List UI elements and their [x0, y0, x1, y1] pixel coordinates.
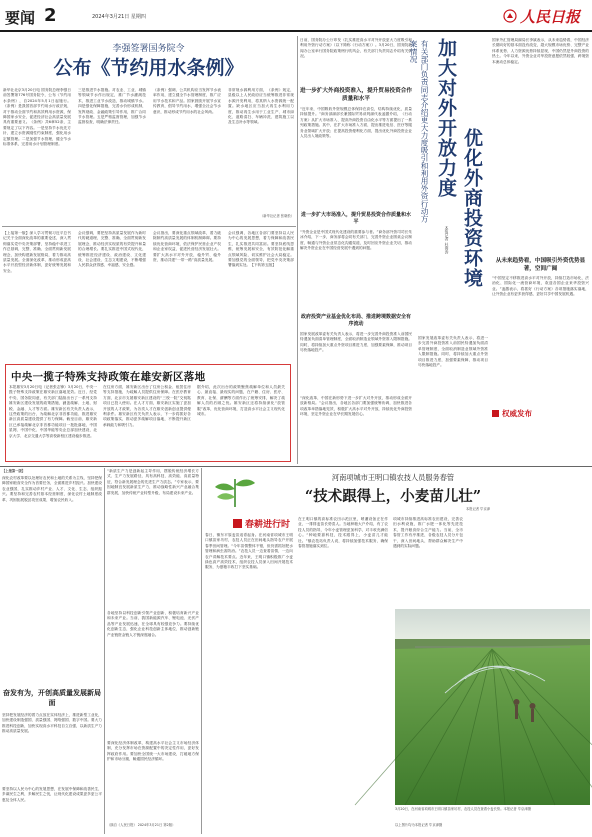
farm-author: 本报记者 毕京津	[465, 507, 491, 511]
bottom-middle-col-2: 各地坚持以科技创新引领产业创新，积极培育新兴产业和未来产业。当前，我国新能源汽车、锂电池、光伏产品等产业发展迅速，在全球具有较强竞争力。要持续优化创新生态，强化企业科技创新主体地位，推动创新链产业链资金链人才链深度融合。	[107, 611, 199, 637]
bottom-left-col-3: 要坚持以人民为中心的发展思想，在发展中保障和改善民生，多谋民生之利，多解民生之忧，让现代化建设成果更多更公平惠及全体人民。	[2, 787, 102, 802]
masthead-date: 2024年3月21日 星期四	[92, 14, 146, 20]
right-body-6: “中国坚定不移推进高水平对外开放，持续打造市场化、法治化、国际化一流营商环境，欢迎各国企业来华投资兴业。”凌激表示，将抓好《行动方案》各项措施落实落地，让外资企业有更多获得感，更好共享中国发展机遇。	[492, 276, 589, 297]
bottom-middle-col-3: 要深化经济体制改革，构建高水平社会主义市场经济体制，充分发挥市场在资源配置中的决定性作用，更好发挥政府作用。要加快全国统一大市场建设，打破地方保护和市场分割，畅通国民经济循环。	[107, 741, 199, 762]
farm-section-mark-icon	[233, 519, 242, 528]
right-sub-1: 进一步扩大市场准入，提升贸易投资合作质量和水平	[300, 212, 411, 225]
lead-col-3: 《条例》强调，公共机构应当发挥节水表率作用，建立健全节水管理制度，推广应用节水技术和产品。国家鼓励开展节水宣传教育，倡导节约用水，增强全社会节水意识，推动形成节约用水的社会风尚。	[153, 88, 221, 114]
middle-col-4: 会议强调，各地区各部门要坚持以人民为中心的发展思想，着力保障和改善民生，扎实推进共同富裕。要坚持底线思维，统筹发展和安全，有效防范化解重点领域风险，切实维护社会大局稳定。要加强党的全面领导，把党中央决策部署落到实处。【下转第五版】	[228, 231, 294, 268]
farm-col-1: 春日，豫东平原麦苗返青起身。在河南省项城市王明口镇苗家坊村，农技人员正在田间地头指导农户开展春季田间管理。“今年苗情整体不错，但仍需抓好肥水管理和病虫害防治。”农技人员一边查看苗情，一边向农户讲解技术要点。近年来，王明口镇积极推广小麦绿色高产高效技术，组织农技人员深入田间开展技术服务，为夏粮丰收打下坚实基础。	[205, 533, 293, 570]
sidebar-mark-label: 权威发布	[502, 409, 532, 418]
highlight-box	[5, 364, 291, 462]
lead-byline: （新华社记者 张晓松）	[259, 214, 294, 218]
highlight-col-2: 在住房方面，雄安新区出台了住房公积金、租赁住房等支持措施，为疏解人员提供住房保障。在医疗教育方面，北京市支援雄安新区建设的“三校一院”交钥匙项目已投入使用。在人才方面，雄安新区实施了更加开放的人才政策，为各类人才在雄安创新创业提供便利条件。雄安新区有关负责人表示，下一步将抓好各项政策落实，推动更多疏解项目落地，不断提升新区承载能力和吸引力。	[103, 385, 191, 427]
masthead-rule	[0, 30, 592, 32]
farm-col-3: 项城市持续推进高标准农田建设，完善农田水利设施，推广水肥一体化等先进技术，提升粮食综合生产能力。当前，全市春管工作有序推进，各级农技人员分片包干，深入田间地头，帮助群众解决生产中遇到的实际问题。	[393, 517, 463, 549]
rule-main-bottom	[0, 466, 592, 467]
reform-title: 进一步扩大外商投资准入，提升贸易投资合作质量和水平	[300, 88, 412, 102]
reform-body: “深化改革，中国在新形势下进一步扩大对外开放，推动形成全面开放新格局。”会议指出，各地区各部门要加强统筹协调，加快推进各项改革举措落地见效，积极扩大高水平对外开放，持续优化外商投资环境，坚定外资企业在华长期发展信心。	[300, 396, 412, 417]
lead-title: 公布《节约用水条例》	[53, 57, 244, 79]
lead-col-2: 三是推进节水措施。对农业、工业、城镇等领域节水作出规定，推广节水灌溉技术，推进工业节水改造，推动城镇节水。四是强化保障措施，完善水价形成机制，发挥财政、金融政策引导作用，推广合同节水管理。五是严格监督管理，加强节水监督检查，明确法律责任。	[78, 88, 146, 125]
lead-col-1: 新华社北京3月20日电 国务院总理李强日前签署第776号国务院令，公布《节约用水条例》，自2024年5月1日起施行。《条例》是我国首部节约用水行政法规，对于推动全面节约和高效利用水资源，保障国家水安全，促进经济社会高质量发展具有重要意义。《条例》共6章52条，主要规定了以下内容。一是坚持节水优先方针，建立水资源刚性约束制度，强化用水定额管理。二是加强节水管理，健全节水标准体系，完善用水计划管理制度。	[3, 88, 71, 147]
highlight-title: 中央一揽子特殊支持政策在雄安新区落地	[11, 371, 206, 383]
right-body-1: 日前，国务院办公厅印发《扎实推进高水平对外开放更大力度吸引和利用外资行动方案》（以下简称《行动方案》）。3月20日，国务院新闻办公室举行国务院政策例行吹风会，有关部门负责同志介绍有关情况。	[300, 38, 412, 59]
lead-kicker: 李强签署国务院令	[112, 44, 185, 54]
middle-col-1: 【上接第一版】深入学习贯彻习近平总书记关于全面深化改革的重要论述，深入贯彻落实党中央决策部署，坚持稳中求进工作总基调，完整、准确、全面贯彻新发展理念，加快构建新发展格局，着力推动高质量发展。全面深化改革，推动形成更高水平开放型经济新体制，更好统筹发展和安全。	[3, 231, 71, 273]
sidebar-mark	[492, 408, 589, 420]
rule-center-left	[297, 36, 298, 464]
reform-title-2: 政府投资产业基金优化布局、推进跨境数据安全有序流动	[300, 314, 411, 327]
farm-section-text: 春耕进行时	[245, 520, 291, 530]
lead-col-4: 非常规水源利用方面，《条例》规定，县级以上人民政府应当统筹推进非常规水源开发利用，将其纳入水资源统一配置。缺水地区应当加大再生水利用力度，推动再生水用于工业生产、城市绿化、道路清扫、车辆冲洗、建筑施工以及生态补水等领域。	[228, 88, 294, 125]
bottom-left-kicker: 【上接第一版】	[2, 469, 26, 473]
sidebar-mark-square-icon	[492, 410, 499, 417]
right-subhead: 从未来趋势看，中国吸引外资优势显著，空间广阔	[495, 258, 586, 272]
bottom-left-headline: 奋发有为，开创高质量发展新局面	[3, 689, 101, 707]
farm-photo-svg	[395, 609, 590, 805]
bottom-left-col-2: 坚持把发展经济的着力点放在实体经济上，推进新型工业化，加快建设制造强国、质量强国、网络强国、数字中国。要大力推进科技创新，加快实现高水平科技自立自强，以新质生产力推动高质量发展。	[2, 713, 102, 734]
masthead-paper-name: 人民日报	[520, 8, 581, 26]
middle-left-article	[2, 229, 295, 363]
bottom-middle-footer: （摘自《人民日报》 2024年3月21日 第2版）	[107, 823, 176, 827]
rule-lead-bottom	[2, 226, 296, 227]
farm-feature	[203, 469, 591, 835]
farm-col-2: 在王明口镇的高标准农田示范区里，喷灌设备正在作业，一排排麦苗长势喜人。当地种粮大户介绍，有了农技人员的指导，今年小麦管理更加科学，对丰收充满信心。“种地要靠科技，技术跟得上，小麦苗儿才能壮。”镇农技站负责人说，将持续加强技术服务，确保春管措施落实到位。	[298, 517, 388, 549]
right-body-lower: 国家发展改革委有关负责人表示，将进一步完善外商投资准入前国民待遇加负面清单管理制度，全面取消制造业领域外资准入限制措施。同时，将持续加大重点外资项目推进力度，加强要素保障，推动项目尽快落地投产。	[418, 336, 488, 368]
right-body-4: 国家发展改革委有关负责人表示，将进一步完善外商投资准入前国民待遇加负面清单管理制度，全面取消制造业领域外资准入限制措施。同时，将持续加大重点外资项目推进力度，加强要素保障，推动项目尽快落地投产。	[300, 332, 412, 353]
farm-title: “技术跟得上，小麦苗儿壮”	[304, 488, 482, 505]
middle-col-3: 会议指出，要深化重点领域改革，着力破除制约高质量发展的体制机制障碍。要持续优化营商环境，依法保护民营企业产权和企业家权益，促进民营经济发展壮大。要扩大高水平对外开放，稳外贸、稳外资，推动共建“一带一路”高质量发展。	[153, 231, 221, 263]
right-body-3: “外资企业是中国式现代化建设的重要参与者。”商务部外资司司长朱冰介绍，下一步，商务部将会同有关部门，完善外资企业圆桌会议制度，畅通与外资企业常态化沟通渠道，及时回应外资企业关切，推动解决外资企业在中国经营发展中遇到的问题。	[300, 230, 412, 251]
highlight-col-1: 本报雄安3月20日电（记者张志锋）3月20日，中央一揽子特殊支持政策在雄安新区落地见效。近日，经党中央、国务院同意，有关部门陆续出台了一系列支持雄安新区建设发展的政策措施，涵盖疏解、土地、财税、金融、人才等方面。雄安新区有关负责人表示，这些政策的出台，为疏解北京非首都功能、推进雄安新区高质量建设提供了有力保障。截至目前，雄安新区已承接疏解北京非首都功能项目一批批落地，中国星网、中国中化、中国华能等央企总部加快建设，北京大学、北京交通大学等高校新校区建设稳步推进。	[9, 385, 97, 438]
right-title-line-1: 加大对外开放力度	[435, 38, 457, 198]
bottom-left-article	[2, 469, 102, 835]
right-vertical-intro: 有关部门负责同志介绍更大力度吸引和利用外资行动方案情况	[409, 40, 429, 223]
farm-photo	[395, 609, 590, 805]
right-article	[409, 36, 590, 464]
masthead-page-no: 2	[44, 5, 57, 26]
farm-photo-caption: 3月20日，在河南省项城市王明口镇苗家坊村，农技人员在查看小麦长势。本报记者 毕京津摄	[395, 807, 531, 811]
farm-kicker: 河南项城市王明口镇农技人员服务春管	[331, 473, 455, 482]
bottom-middle-article	[107, 469, 199, 835]
farm-photo-caption-2: 以上图片均为本报记者 毕京津摄	[395, 823, 443, 827]
right-body-5: 国家外汇管理局副局长李斌表示，从未来趋势看，中国经济长期向好的基本面没有改变，超大规模市场优势、完整产业体系优势、人力资源优势持续显现，中国仍然是外商投资的热土。今年以来，外资企业对华投资意愿依然较强，跨境资本流动总体稳定。	[492, 38, 589, 64]
right-title-line-2: 优化外商投资环境	[461, 128, 483, 288]
masthead	[0, 0, 592, 34]
middle-col-2: 会议强调，要把坚持高质量发展作为新时代的硬道理，完整、准确、全面贯彻新发展理念，推动经济实现质的有效提升和量的合理增长。要扎实推进中国式现代化，统筹推进经济建设、政治建设、文化建设、社会建设、生态文明建设，不断增强人民群众获得感、幸福感、安全感。	[78, 231, 146, 268]
logo-seal-icon	[503, 9, 517, 23]
bottom-left-col-1: 深化农村改革要以处理好农民和土地的关系为主线，坚持把保障国家粮食安全作为首要任务，全面推进乡村振兴。加快建设农业强国，扎实推动乡村产业、人才、文化、生态、组织振兴。要坚持和完善农村基本经营制度，深化农村土地制度改革，巩固拓展脱贫攻坚成果，增加农民收入。	[2, 476, 102, 502]
reform-column	[300, 36, 414, 464]
lead-article	[2, 36, 295, 224]
masthead-section-box	[4, 6, 38, 28]
bottom-middle-col-1: “新质生产力是创新起主导作用，摆脱传统经济增长方式、生产力发展路径，具有高科技、高效能、高质量特征，符合新发展理念的先进生产力质态。”专家表示，要因地制宜发展新质生产力，推动战略性新兴产业融合集群发展，加快传统产业转型升级，布局建设未来产业。	[107, 469, 199, 495]
highlight-col-3: 据介绍，此次出台的政策聚焦疏解单位和人员最关心、最直接、最现实的问题，在户籍、住房、医疗、教育、社保、薪酬等方面作出了统筹安排，解决了疏解人员的后顾之忧。雄安新区还将持续深化“放管服”改革，优化营商环境，打造高水平社会主义现代化城市。	[197, 385, 285, 417]
rule-bottom-1	[104, 468, 105, 834]
rule-bottom-2	[201, 468, 202, 834]
right-body-2: “近年来，中国吸收外资规模总体保持在高位，结构持续优化，质量持续提升。”商务部副部长兼国际贸易谈判副代表凌激介绍，《行动方案》从扩大市场准入、提高外商投资自由化水平等方面提出了一系列政策措施。其中，在扩大市场准入方面，提出推进电信、医疗等服务业领域扩大开放；在提高投资便利化方面，提出优化外商投资企业人员出入境政策等。	[300, 107, 412, 139]
masthead-section: 要闻	[5, 9, 36, 27]
right-author: 本报记者 杜海涛	[445, 226, 450, 254]
